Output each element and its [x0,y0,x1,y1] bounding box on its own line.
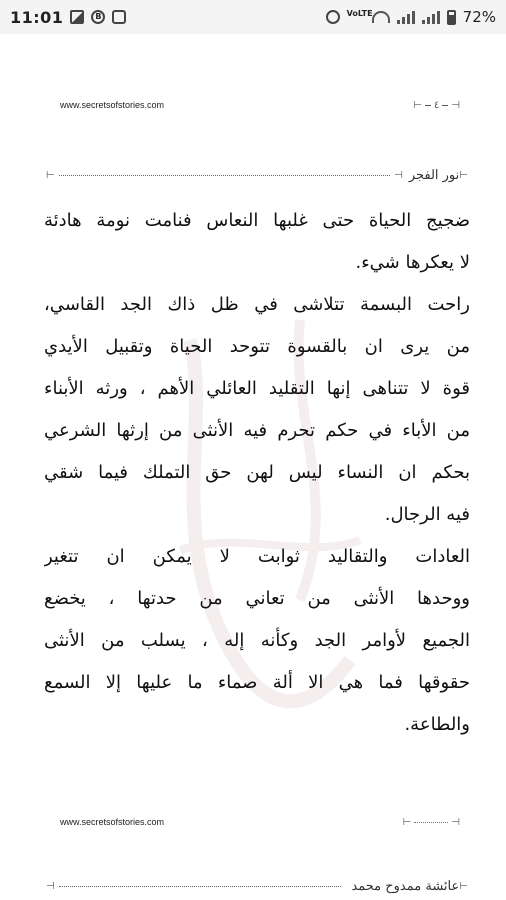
header-site-url: www.secretsofstories.com [60,100,165,110]
signal-icon [422,10,440,24]
clock-time: 11:01 [10,7,64,27]
battery-icon [447,10,456,25]
header-ornament: ⊢ ٤ ⊣ [413,99,460,111]
running-head-title: نور الفجر [408,167,460,183]
square-icon [112,10,126,24]
body-line: من يرى ان بالقسوة تتوحد الحياة وتقبيل الأيدي [44,336,470,357]
body-line: لا يعكرها شيء. [355,252,470,273]
body-line: الجميع لأوامر الجد وكأنه إله ، يسلب من الأنثى [44,630,470,651]
volte-icon: VoLTE [346,9,373,18]
body-line: فيه الرجال. [384,504,470,525]
body-line: راحت البسمة تتلاشى في ظل ذاك الجد القاسي، [44,294,470,315]
author-line: ⊣ عائشة ممدوح محمد ⊢ [46,878,468,894]
body-line: بحكم ان النساء ليس لهن حق التملك فيما شقي [44,462,470,483]
battery-percent: 72% [462,8,496,26]
running-head-rule [59,175,390,176]
running-head: ⊣ نور الفجر ⊢ ⊣ [46,167,468,183]
photo-icon [70,10,84,24]
status-bar [0,0,506,34]
body-line: من الأباء في حكم تحرم فيه الأنثى من إرثها الشرعي [44,420,470,441]
body-line: ووحدها الأنثى من تعاني من حدتها ، يخضع [44,588,470,609]
page-footer [60,815,460,829]
signal-icon [397,10,415,24]
footer-site-url: www.secretsofstories.com [60,817,165,827]
body-line: حقوقها فما هي الا ألة صماء ما عليها إلا السمع [44,672,470,693]
status-bar-left [10,8,126,27]
wifi-icon [372,11,390,23]
body-line: العادات والتقاليد ثوابت لا يمكن ان تتغير [44,546,470,567]
author-rule [59,886,342,887]
alarm-icon [326,10,340,24]
body-line: قوة لا تتناهى إنها التقليد العائلي الأهم ، ورثه الأبناء [44,378,470,399]
status-bar-right [326,8,496,26]
body-line: ضجيج الحياة حتى غلبها النعاس فنامت نومة هادئة [44,210,470,231]
page-marker: ٤ [433,99,440,111]
author-name: عائشة ممدوح محمد [351,878,460,894]
page-body [44,200,470,746]
b-circle-icon: B [91,10,105,24]
page-header [60,98,460,112]
footer-ornament: ⊢ ⊣ [402,816,460,828]
body-line: والطاعة. [404,714,470,735]
